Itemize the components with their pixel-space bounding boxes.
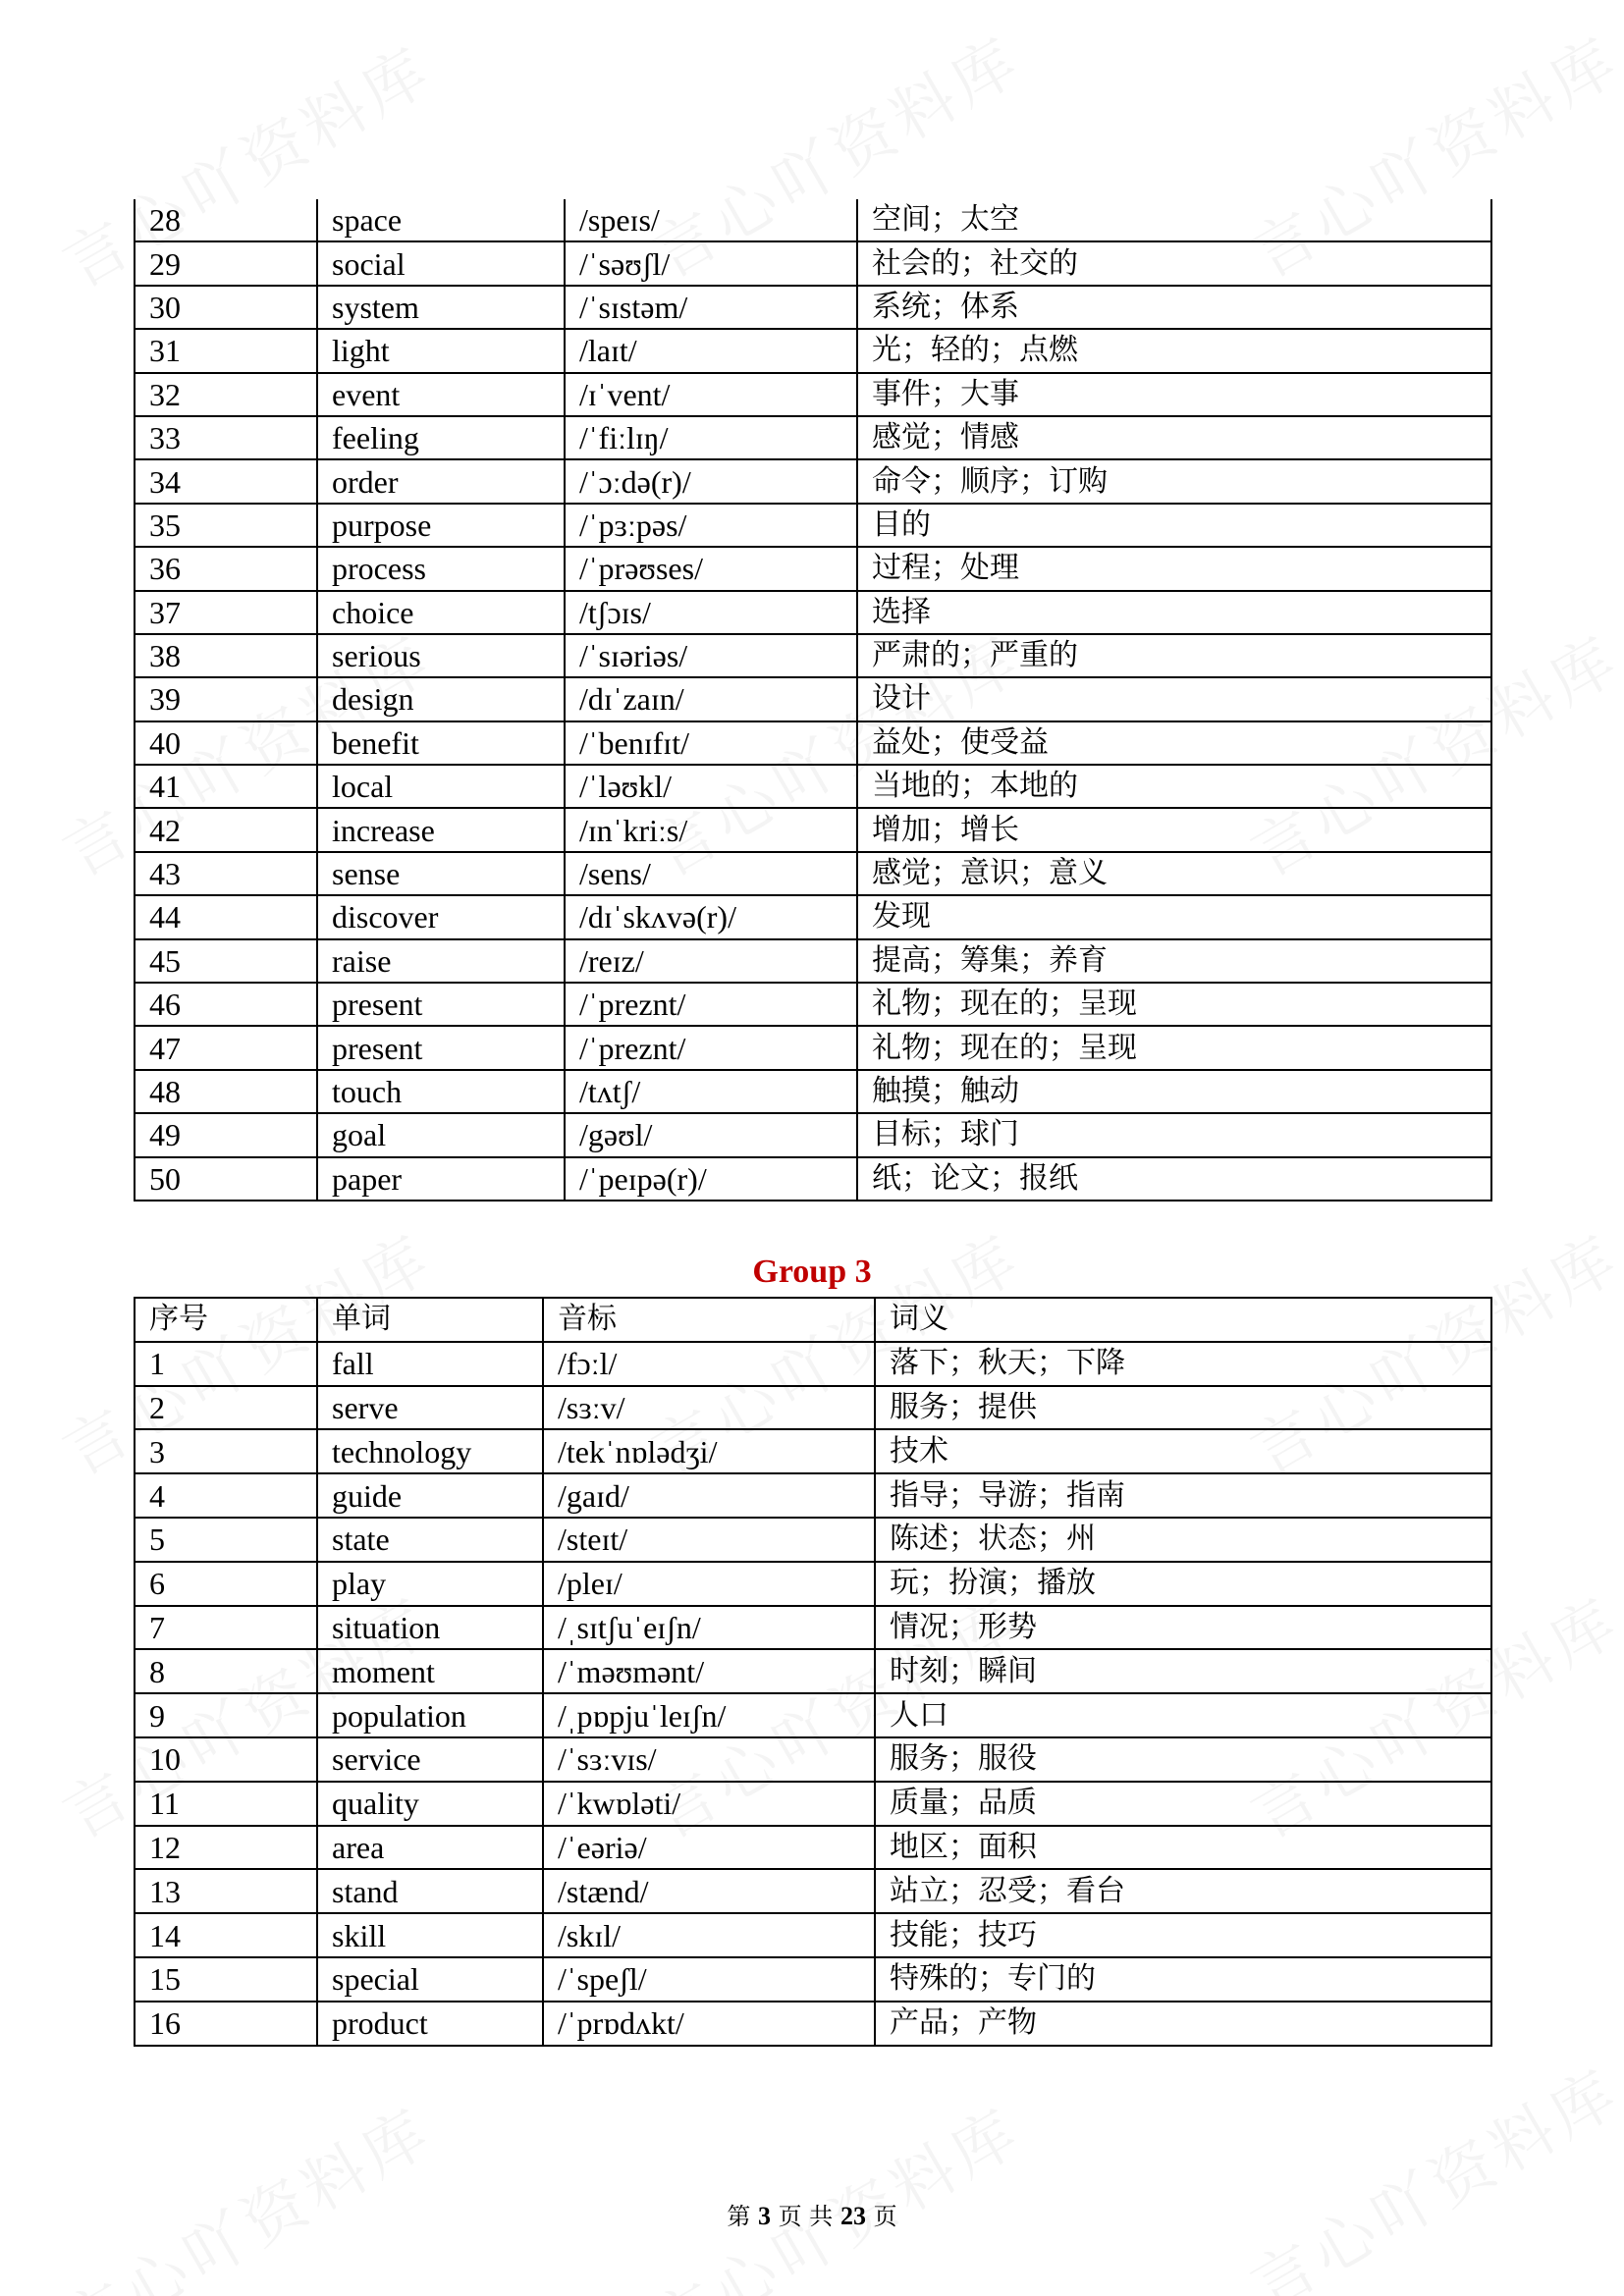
cell-phonetic: /ˈsɪəriəs/ bbox=[565, 634, 857, 677]
cell-meaning: 目的 bbox=[857, 504, 1491, 547]
cell-index: 4 bbox=[135, 1473, 317, 1518]
cell-phonetic: /tʌtʃ/ bbox=[565, 1070, 857, 1113]
table-header-row bbox=[135, 1298, 1491, 1342]
cell-word: goal bbox=[317, 1113, 565, 1156]
cell-index: 30 bbox=[135, 286, 317, 329]
table-row bbox=[135, 1957, 1491, 2002]
table-row bbox=[135, 1157, 1491, 1201]
cell-word: discover bbox=[317, 895, 565, 938]
cell-word: feeling bbox=[317, 416, 565, 459]
cell-index: 9 bbox=[135, 1693, 317, 1737]
cell-meaning: 光；轻的；点燃 bbox=[857, 329, 1491, 372]
cell-word: present bbox=[317, 983, 565, 1026]
cell-phonetic: /ˈpeɪpə(r)/ bbox=[565, 1157, 857, 1201]
cell-meaning: 时刻；瞬间 bbox=[875, 1649, 1491, 1693]
cell-phonetic: /dɪˈskʌvə(r)/ bbox=[565, 895, 857, 938]
cell-word: state bbox=[317, 1518, 543, 1562]
cell-meaning: 严肃的；严重的 bbox=[857, 634, 1491, 677]
cell-word: guide bbox=[317, 1473, 543, 1518]
cell-index: 35 bbox=[135, 504, 317, 547]
watermark bbox=[44, 2082, 447, 2296]
cell-index: 5 bbox=[135, 1518, 317, 1562]
table-row bbox=[135, 504, 1491, 547]
cell-index: 10 bbox=[135, 1737, 317, 1782]
table-row bbox=[135, 983, 1491, 1026]
cell-word: design bbox=[317, 677, 565, 721]
table-row bbox=[135, 1649, 1491, 1693]
cell-meaning: 纸；论文；报纸 bbox=[857, 1157, 1491, 1201]
cell-word: system bbox=[317, 286, 565, 329]
cell-word: process bbox=[317, 547, 565, 590]
cell-meaning: 服务；服役 bbox=[875, 1737, 1491, 1782]
table-row bbox=[135, 241, 1491, 285]
header-index: 序号 bbox=[135, 1298, 317, 1342]
cell-word: serious bbox=[317, 634, 565, 677]
cell-meaning: 系统；体系 bbox=[857, 286, 1491, 329]
table-row bbox=[135, 199, 1491, 241]
table-row bbox=[135, 2002, 1491, 2046]
cell-word: quality bbox=[317, 1782, 543, 1826]
cell-meaning: 落下；秋天；下降 bbox=[875, 1342, 1491, 1386]
cell-phonetic: /skɪl/ bbox=[543, 1913, 875, 1957]
cell-meaning: 发现 bbox=[857, 895, 1491, 938]
cell-meaning: 选择 bbox=[857, 591, 1491, 634]
cell-meaning: 玩；扮演；播放 bbox=[875, 1562, 1491, 1606]
table-row bbox=[135, 721, 1491, 765]
cell-index: 47 bbox=[135, 1026, 317, 1069]
cell-index: 31 bbox=[135, 329, 317, 372]
cell-word: social bbox=[317, 241, 565, 285]
table-row bbox=[135, 1782, 1491, 1826]
table-row bbox=[135, 1386, 1491, 1430]
footer-middle: 页 共 bbox=[778, 2203, 834, 2230]
cell-meaning: 地区；面积 bbox=[875, 1826, 1491, 1870]
cell-word: area bbox=[317, 1826, 543, 1870]
cell-word: event bbox=[317, 373, 565, 416]
cell-meaning: 礼物；现在的；呈现 bbox=[857, 983, 1491, 1026]
table-row bbox=[135, 416, 1491, 459]
cell-phonetic: /gəʊl/ bbox=[565, 1113, 857, 1156]
cell-index: 13 bbox=[135, 1869, 317, 1913]
cell-index: 2 bbox=[135, 1386, 317, 1430]
cell-phonetic: /stænd/ bbox=[543, 1869, 875, 1913]
table-row bbox=[135, 1518, 1491, 1562]
cell-word: serve bbox=[317, 1386, 543, 1430]
cell-phonetic: /tekˈnɒlədʒi/ bbox=[543, 1429, 875, 1473]
cell-meaning: 感觉；情感 bbox=[857, 416, 1491, 459]
cell-phonetic: /steɪt/ bbox=[543, 1518, 875, 1562]
table-row bbox=[135, 1913, 1491, 1957]
page-footer bbox=[0, 2197, 1624, 2231]
cell-meaning: 增加；增长 bbox=[857, 808, 1491, 851]
cell-phonetic: /ˌsɪtʃuˈeɪʃn/ bbox=[543, 1606, 875, 1650]
cell-word: situation bbox=[317, 1606, 543, 1650]
table-row bbox=[135, 547, 1491, 590]
cell-index: 32 bbox=[135, 373, 317, 416]
cell-word: space bbox=[317, 199, 565, 241]
cell-index: 8 bbox=[135, 1649, 317, 1693]
cell-meaning: 触摸；触动 bbox=[857, 1070, 1491, 1113]
table-row bbox=[135, 1737, 1491, 1782]
cell-phonetic: /ˈməʊmənt/ bbox=[543, 1649, 875, 1693]
cell-phonetic: /ˈpreznt/ bbox=[565, 1026, 857, 1069]
cell-phonetic: /ˈləʊkl/ bbox=[565, 765, 857, 808]
cell-word: benefit bbox=[317, 721, 565, 765]
table-row bbox=[135, 895, 1491, 938]
cell-index: 43 bbox=[135, 852, 317, 895]
cell-index: 46 bbox=[135, 983, 317, 1026]
cell-meaning: 质量；品质 bbox=[875, 1782, 1491, 1826]
cell-index: 37 bbox=[135, 591, 317, 634]
cell-word: play bbox=[317, 1562, 543, 1606]
cell-phonetic: /ˈpɜːpəs/ bbox=[565, 504, 857, 547]
cell-phonetic: /ˌpɒpjuˈleɪʃn/ bbox=[543, 1693, 875, 1737]
cell-word: increase bbox=[317, 808, 565, 851]
cell-phonetic: /dɪˈzaɪn/ bbox=[565, 677, 857, 721]
cell-meaning: 设计 bbox=[857, 677, 1491, 721]
cell-phonetic: /ˈkwɒləti/ bbox=[543, 1782, 875, 1826]
cell-phonetic: /ˈspeʃl/ bbox=[543, 1957, 875, 2002]
cell-meaning: 人口 bbox=[875, 1693, 1491, 1737]
cell-word: technology bbox=[317, 1429, 543, 1473]
table-row bbox=[135, 1070, 1491, 1113]
cell-index: 14 bbox=[135, 1913, 317, 1957]
cell-word: purpose bbox=[317, 504, 565, 547]
cell-index: 44 bbox=[135, 895, 317, 938]
cell-word: population bbox=[317, 1693, 543, 1737]
cell-word: light bbox=[317, 329, 565, 372]
cell-phonetic: /sens/ bbox=[565, 852, 857, 895]
cell-meaning: 情况；形势 bbox=[875, 1606, 1491, 1650]
cell-phonetic: /ˈprɒdʌkt/ bbox=[543, 2002, 875, 2046]
header-word: 单词 bbox=[317, 1298, 543, 1342]
cell-word: local bbox=[317, 765, 565, 808]
cell-meaning: 社会的；社交的 bbox=[857, 241, 1491, 285]
table-row bbox=[135, 1826, 1491, 1870]
table-row bbox=[135, 329, 1491, 372]
cell-meaning: 礼物；现在的；呈现 bbox=[857, 1026, 1491, 1069]
cell-meaning: 服务；提供 bbox=[875, 1386, 1491, 1430]
cell-index: 40 bbox=[135, 721, 317, 765]
cell-phonetic: /sɜːv/ bbox=[543, 1386, 875, 1430]
cell-meaning: 感觉；意识；意义 bbox=[857, 852, 1491, 895]
group-title: Group 3 bbox=[752, 1254, 872, 1290]
cell-phonetic: /ˈɔːdə(r)/ bbox=[565, 459, 857, 503]
table-row bbox=[135, 677, 1491, 721]
cell-meaning: 技能；技巧 bbox=[875, 1913, 1491, 1957]
cell-phonetic: /ˈsəʊʃl/ bbox=[565, 241, 857, 285]
cell-phonetic: /pleɪ/ bbox=[543, 1562, 875, 1606]
cell-index: 45 bbox=[135, 939, 317, 983]
cell-meaning: 提高；筹集；养育 bbox=[857, 939, 1491, 983]
table-row bbox=[135, 939, 1491, 983]
cell-meaning: 益处；使受益 bbox=[857, 721, 1491, 765]
cell-index: 42 bbox=[135, 808, 317, 851]
cell-index: 7 bbox=[135, 1606, 317, 1650]
cell-meaning: 站立；忍受；看台 bbox=[875, 1869, 1491, 1913]
cell-meaning: 指导；导游；指南 bbox=[875, 1473, 1491, 1518]
watermark bbox=[633, 2082, 1036, 2296]
cell-phonetic: /ˈsɪstəm/ bbox=[565, 286, 857, 329]
cell-meaning: 陈述；状态；州 bbox=[875, 1518, 1491, 1562]
cell-word: product bbox=[317, 2002, 543, 2046]
cell-meaning: 产品；产物 bbox=[875, 2002, 1491, 2046]
cell-word: special bbox=[317, 1957, 543, 2002]
cell-index: 34 bbox=[135, 459, 317, 503]
cell-phonetic: /speɪs/ bbox=[565, 199, 857, 241]
cell-phonetic: /gaɪd/ bbox=[543, 1473, 875, 1518]
current-page-number: 3 bbox=[758, 2202, 772, 2230]
cell-word: stand bbox=[317, 1869, 543, 1913]
cell-phonetic: /reɪz/ bbox=[565, 939, 857, 983]
cell-index: 33 bbox=[135, 416, 317, 459]
cell-word: moment bbox=[317, 1649, 543, 1693]
cell-meaning: 过程；处理 bbox=[857, 547, 1491, 590]
cell-index: 38 bbox=[135, 634, 317, 677]
table-row bbox=[135, 459, 1491, 503]
cell-phonetic: /ˈfiːlɪŋ/ bbox=[565, 416, 857, 459]
cell-meaning: 目标；球门 bbox=[857, 1113, 1491, 1156]
cell-meaning: 空间；太空 bbox=[857, 199, 1491, 241]
cell-word: present bbox=[317, 1026, 565, 1069]
cell-phonetic: /ˈbenɪfɪt/ bbox=[565, 721, 857, 765]
cell-word: paper bbox=[317, 1157, 565, 1201]
cell-index: 36 bbox=[135, 547, 317, 590]
cell-index: 50 bbox=[135, 1157, 317, 1201]
cell-meaning: 技术 bbox=[875, 1429, 1491, 1473]
cell-meaning: 当地的；本地的 bbox=[857, 765, 1491, 808]
table-row bbox=[135, 1026, 1491, 1069]
header-meaning: 词义 bbox=[875, 1298, 1491, 1342]
cell-meaning: 命令；顺序；订购 bbox=[857, 459, 1491, 503]
table-row bbox=[135, 1869, 1491, 1913]
table-row bbox=[135, 1473, 1491, 1518]
cell-phonetic: /fɔːl/ bbox=[543, 1342, 875, 1386]
footer-suffix: 页 bbox=[873, 2203, 897, 2230]
cell-index: 28 bbox=[135, 199, 317, 241]
total-pages: 23 bbox=[839, 2202, 866, 2230]
cell-index: 3 bbox=[135, 1429, 317, 1473]
cell-index: 16 bbox=[135, 2002, 317, 2046]
table-row bbox=[135, 765, 1491, 808]
table-row bbox=[135, 634, 1491, 677]
footer-prefix: 第 bbox=[727, 2203, 751, 2230]
table-row bbox=[135, 852, 1491, 895]
header-phonetic: 音标 bbox=[543, 1298, 875, 1342]
cell-phonetic: /ˈpreznt/ bbox=[565, 983, 857, 1026]
watermark bbox=[1232, 2043, 1624, 2296]
table-row bbox=[135, 1113, 1491, 1156]
cell-index: 6 bbox=[135, 1562, 317, 1606]
table-row bbox=[135, 286, 1491, 329]
cell-index: 29 bbox=[135, 241, 317, 285]
cell-phonetic: /ˈprəʊses/ bbox=[565, 547, 857, 590]
table-row bbox=[135, 1562, 1491, 1606]
cell-index: 15 bbox=[135, 1957, 317, 2002]
cell-index: 39 bbox=[135, 677, 317, 721]
vocab-table-continued bbox=[134, 199, 1492, 1201]
cell-phonetic: /ɪnˈkriːs/ bbox=[565, 808, 857, 851]
table-row bbox=[135, 1342, 1491, 1386]
cell-phonetic: /ˈsɜːvɪs/ bbox=[543, 1737, 875, 1782]
cell-word: fall bbox=[317, 1342, 543, 1386]
cell-meaning: 特殊的；专门的 bbox=[875, 1957, 1491, 2002]
table-row bbox=[135, 1429, 1491, 1473]
cell-phonetic: /tʃɔɪs/ bbox=[565, 591, 857, 634]
cell-word: sense bbox=[317, 852, 565, 895]
cell-meaning: 事件；大事 bbox=[857, 373, 1491, 416]
cell-phonetic: /laɪt/ bbox=[565, 329, 857, 372]
cell-index: 1 bbox=[135, 1342, 317, 1386]
table-row bbox=[135, 808, 1491, 851]
cell-index: 11 bbox=[135, 1782, 317, 1826]
cell-index: 12 bbox=[135, 1826, 317, 1870]
cell-word: choice bbox=[317, 591, 565, 634]
cell-phonetic: /ɪˈvent/ bbox=[565, 373, 857, 416]
table-row bbox=[135, 1606, 1491, 1650]
cell-word: raise bbox=[317, 939, 565, 983]
cell-index: 41 bbox=[135, 765, 317, 808]
table-row bbox=[135, 1693, 1491, 1737]
cell-word: service bbox=[317, 1737, 543, 1782]
cell-word: skill bbox=[317, 1913, 543, 1957]
cell-word: touch bbox=[317, 1070, 565, 1113]
vocab-table-group3 bbox=[134, 1297, 1492, 2047]
cell-phonetic: /ˈeəriə/ bbox=[543, 1826, 875, 1870]
cell-index: 49 bbox=[135, 1113, 317, 1156]
cell-word: order bbox=[317, 459, 565, 503]
table-row bbox=[135, 373, 1491, 416]
cell-index: 48 bbox=[135, 1070, 317, 1113]
table-row bbox=[135, 591, 1491, 634]
